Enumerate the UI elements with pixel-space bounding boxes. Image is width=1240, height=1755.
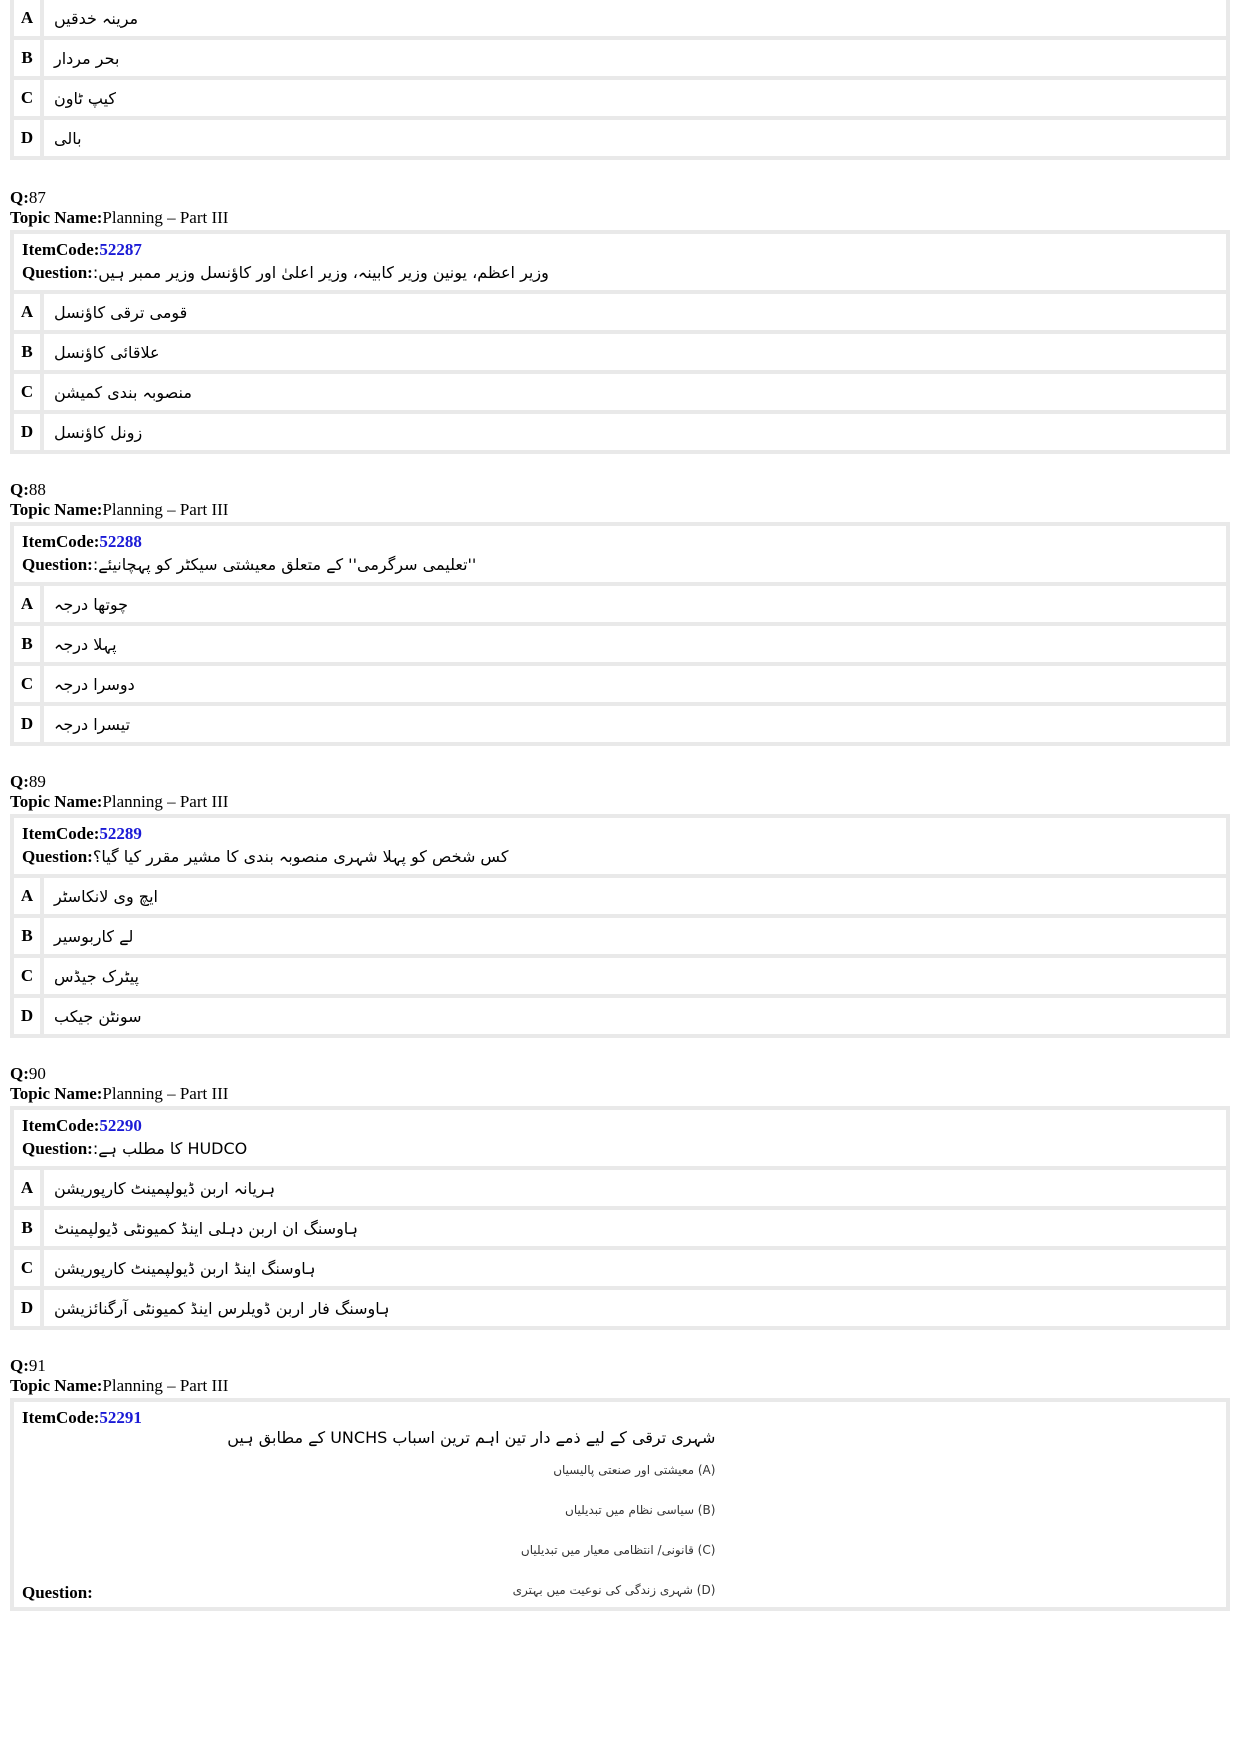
topic-line [10, 792, 1230, 812]
item-code [22, 532, 1218, 552]
option-text: تیسرا درجہ [54, 714, 131, 734]
option-letter: A [14, 586, 44, 622]
topic-value: Planning – Part III [102, 208, 229, 227]
option-letter: C [14, 80, 44, 116]
option-letter: C [14, 1250, 44, 1286]
topic-label: Topic Name: [10, 500, 103, 519]
question-label: Question: [22, 263, 93, 282]
topic-value: Planning – Part III [102, 1084, 229, 1103]
option-row-a[interactable] [14, 1170, 1226, 1210]
q-label: Q: [10, 188, 29, 207]
page [10, 0, 1230, 1611]
item-area [14, 526, 1226, 582]
option-row-b[interactable] [14, 626, 1226, 666]
question-text: شہری ترقی کے لیے ذمے دار تین اہم ترین اسباب UNCHS کے مطابق ہیں [227, 1428, 716, 1447]
item-code-label: ItemCode: [22, 1408, 100, 1427]
question-number [10, 1356, 1230, 1376]
option-letter: D [14, 414, 44, 450]
topic-line [10, 1376, 1230, 1396]
topic-line [10, 1084, 1230, 1104]
question-line [22, 1136, 1218, 1162]
q-label: Q: [10, 1064, 29, 1083]
item-area [14, 234, 1226, 290]
question-text: ''تعلیمی سرگرمی'' کے متعلق معیشتی سیکٹر کو پہچانیئے: [92, 555, 477, 574]
question-line [22, 552, 1218, 578]
item-code-label: ItemCode: [22, 532, 100, 551]
topic-label: Topic Name: [10, 1084, 103, 1103]
topic-label: Topic Name: [10, 1376, 103, 1395]
topic-value: Planning – Part III [102, 1376, 229, 1395]
question-box [10, 522, 1230, 746]
option-row-b[interactable] [14, 918, 1226, 958]
q-label: Q: [10, 480, 29, 499]
question-box [10, 1106, 1230, 1330]
option-letter: C [14, 374, 44, 410]
question-line [22, 260, 1218, 286]
question-label: Question: [22, 847, 93, 866]
sub-item-a: (A) معیشتی اور صنعتی پالیسیاں [553, 1463, 716, 1477]
option-row-d[interactable] [14, 1290, 1226, 1326]
q-number: 90 [28, 1064, 46, 1083]
q-number: 91 [28, 1356, 46, 1375]
q-number: 89 [28, 772, 46, 791]
option-letter: D [14, 706, 44, 742]
option-row-a[interactable] [14, 586, 1226, 626]
option-text: کیپ ٹاون [54, 88, 117, 108]
q-label: Q: [10, 1356, 29, 1375]
question-block-90 [10, 1064, 1230, 1330]
option-row-c[interactable] [14, 1250, 1226, 1290]
topic-line [10, 500, 1230, 520]
option-letter: D [14, 120, 44, 156]
option-text: علاقائی کاؤنسل [54, 342, 160, 362]
option-letter: A [14, 878, 44, 914]
option-text: ہاوسنگ اینڈ اربن ڈیولپمینٹ کارپوریشن [54, 1258, 316, 1278]
sub-item-c: (C) قانونی/ انتظامی معیار میں تبدیلیاں [520, 1543, 716, 1557]
sub-item-b: (B) سیاسی نظام میں تبدیلیاں [565, 1503, 716, 1517]
topic-value: Planning – Part III [102, 500, 229, 519]
option-text: ہریانہ اربن ڈیولپمینٹ کارپوریشن [54, 1178, 276, 1198]
option-row-a[interactable] [14, 0, 1226, 40]
sub-item-d: (D) شہری زندگی کی نوعیت میں بہتری [512, 1583, 716, 1597]
question-number [10, 188, 1230, 208]
topic-label: Topic Name: [10, 792, 103, 811]
question-label: Question: [22, 555, 93, 574]
item-code-label: ItemCode: [22, 1116, 100, 1135]
item-code-value: 52289 [99, 824, 142, 843]
option-text: لے کاربوسیر [54, 926, 134, 946]
option-row-c[interactable] [14, 958, 1226, 998]
option-letter: D [14, 998, 44, 1034]
question-text: HUDCO کا مطلب ہے: [92, 1139, 248, 1158]
option-row-d[interactable] [14, 120, 1226, 156]
topic-label: Topic Name: [10, 208, 103, 227]
item-code-label: ItemCode: [22, 240, 100, 259]
option-text: قومی ترقی کاؤنسل [54, 302, 188, 322]
option-text: چوتھا درجہ [54, 594, 129, 614]
item-code [22, 1116, 1218, 1136]
option-row-c[interactable] [14, 80, 1226, 120]
option-row-b[interactable] [14, 334, 1226, 374]
item-code [22, 240, 1218, 260]
option-letter: A [14, 294, 44, 330]
option-letter: B [14, 918, 44, 954]
item-code-value: 52290 [99, 1116, 142, 1135]
q-number: 87 [28, 188, 46, 207]
option-row-d[interactable] [14, 706, 1226, 742]
option-text: ایچ وی لانکاسٹر [54, 886, 158, 906]
option-text: زونل کاؤنسل [54, 422, 143, 442]
option-text: پہلا درجہ [54, 634, 117, 654]
option-text: پیٹرک جیڈس [54, 966, 139, 986]
item-code-value: 52291 [99, 1408, 142, 1427]
option-row-b[interactable] [14, 40, 1226, 80]
question-block-88 [10, 480, 1230, 746]
q-label: Q: [10, 772, 29, 791]
option-row-a[interactable] [14, 878, 1226, 918]
question-block-87 [10, 188, 1230, 454]
options-table [14, 1166, 1226, 1326]
option-text: ہاوسنگ فار اربن ڈویلرس اینڈ کمیونٹی آرگنائزیشن [54, 1298, 390, 1318]
option-text: ہاوسنگ ان اربن دہلی اینڈ کمیونٹی ڈیولپمینٹ [54, 1218, 359, 1238]
question-text: کس شخص کو پہلا شہری منصوبہ بندی کا مشیر مقرر کیا گیا؟ [92, 847, 509, 866]
item-area [14, 818, 1226, 874]
question-box [10, 814, 1230, 1038]
question-number [10, 772, 1230, 792]
options-table [14, 874, 1226, 1034]
option-row-c[interactable] [14, 374, 1226, 414]
option-text: دوسرا درجہ [54, 674, 135, 694]
option-text: بحر مردار [54, 48, 120, 68]
option-letter: B [14, 1210, 44, 1246]
question-body [195, 1428, 715, 1603]
q-number: 88 [28, 480, 46, 499]
option-row-a[interactable] [14, 294, 1226, 334]
topic-line [10, 208, 1230, 228]
item-area [14, 1110, 1226, 1166]
question-line [22, 1428, 1218, 1603]
option-text: منصوبہ بندی کمیشن [54, 382, 192, 402]
item-code [22, 1408, 1218, 1428]
item-area [14, 1402, 1226, 1607]
option-letter: A [14, 1170, 44, 1206]
option-letter: B [14, 40, 44, 76]
item-code-label: ItemCode: [22, 824, 100, 843]
question-number [10, 1064, 1230, 1084]
question-box [10, 1398, 1230, 1611]
option-letter: C [14, 958, 44, 994]
option-letter: B [14, 626, 44, 662]
question-label: Question: [22, 1139, 93, 1158]
option-letter: C [14, 666, 44, 702]
option-row-c[interactable] [14, 666, 1226, 706]
option-row-d[interactable] [14, 998, 1226, 1034]
question-line [22, 844, 1218, 870]
options-table [14, 582, 1226, 742]
option-letter: D [14, 1290, 44, 1326]
option-text: سونٹن جیکب [54, 1006, 142, 1026]
question-block-89 [10, 772, 1230, 1038]
question-number [10, 480, 1230, 500]
option-text: بالی [54, 128, 82, 148]
prev-question-options [10, 0, 1230, 160]
item-code [22, 824, 1218, 844]
question-box [10, 230, 1230, 454]
item-code-value: 52287 [99, 240, 142, 259]
question-text: وزیر اعظم، یونین وزیر کابینہ، وزیر اعلیٰ اور کاؤنسل وزیر ممبر ہیں: [92, 263, 549, 282]
option-row-b[interactable] [14, 1210, 1226, 1250]
topic-value: Planning – Part III [102, 792, 229, 811]
option-text: مرینہ خدقیں [54, 8, 139, 28]
options-table [14, 290, 1226, 450]
item-code-value: 52288 [99, 532, 142, 551]
option-letter: A [14, 0, 44, 36]
option-row-d[interactable] [14, 414, 1226, 450]
option-letter: B [14, 334, 44, 370]
question-block-91 [10, 1356, 1230, 1611]
question-label: Question: [22, 1583, 93, 1602]
